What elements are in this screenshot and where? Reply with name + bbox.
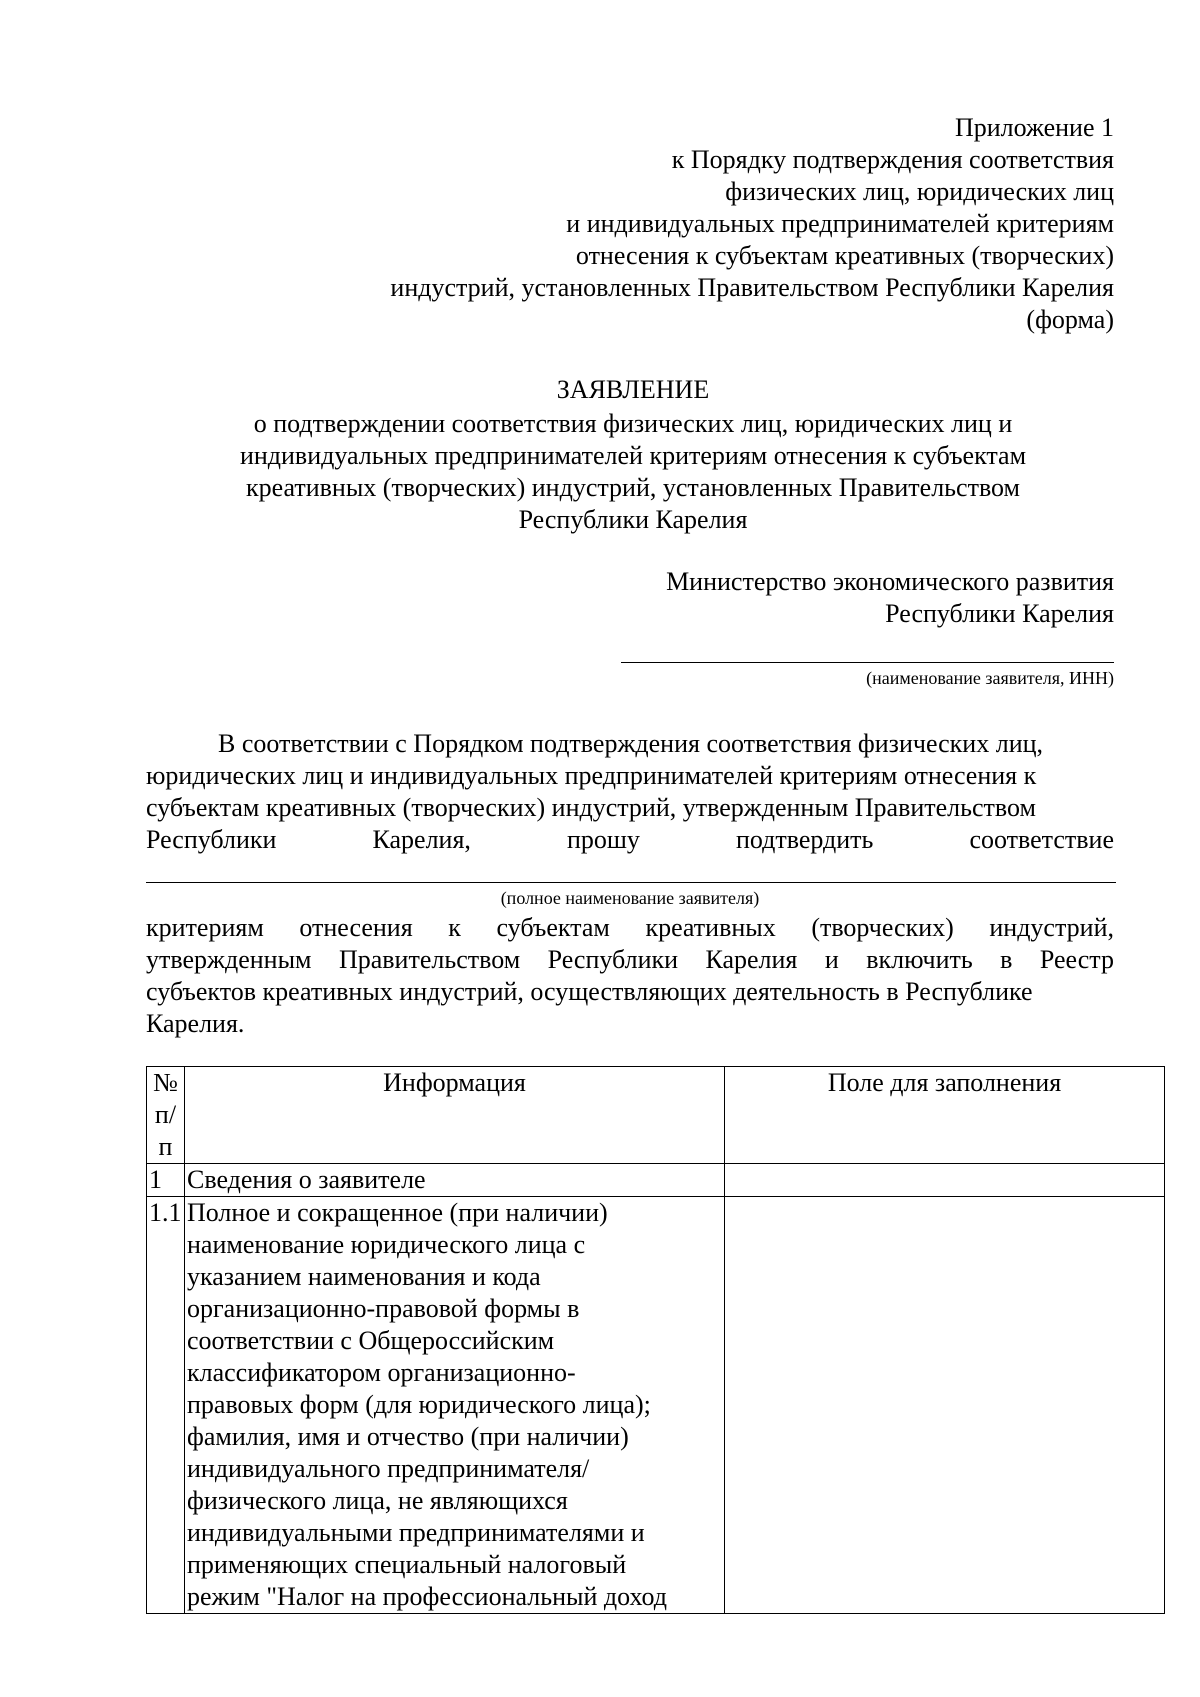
info-line: режим "Налог на профессиональный доход — [187, 1582, 667, 1611]
word: утвержденным — [146, 945, 312, 974]
appendix-line: физических лиц, юридических лиц — [725, 177, 1114, 206]
row-input-field[interactable] — [725, 1197, 1165, 1614]
subtitle-line: о подтверждении соответствия физических лиц, юридических лиц и — [253, 409, 1013, 438]
paragraph-line-justified — [146, 944, 1114, 976]
word: подтвердить — [735, 825, 874, 854]
info-line: указанием наименования и кода — [187, 1262, 541, 1291]
subtitle-line: индивидуальных предпринимателей критериям отнесения к субъектам — [239, 441, 1027, 470]
appendix-line: отнесения к субъектам креативных (творческих) — [575, 241, 1114, 270]
applicant-blank-line[interactable] — [621, 662, 1114, 663]
appendix-line: и индивидуальных предпринимателей критериям — [566, 209, 1114, 238]
document-title: ЗАЯВЛЕНИЕ — [556, 375, 710, 404]
row-input-field[interactable] — [725, 1164, 1165, 1197]
table-header-row — [147, 1067, 1165, 1164]
addressee-line: Министерство экономического развития — [666, 567, 1114, 596]
applicant-caption: (наименование заявителя, ИНН) — [866, 668, 1114, 688]
header-number-line: № — [153, 1068, 178, 1097]
applicant-fullname-caption: (полное наименование заявителя) — [500, 888, 760, 908]
document-subtitle — [138, 408, 1128, 536]
info-line: Сведения о заявителе — [187, 1165, 426, 1194]
appendix-line: Приложение 1 — [954, 113, 1114, 142]
paragraph-line-justified — [146, 912, 1114, 944]
appendix-line: индустрий, установленных Правительством Республики Карелия — [390, 273, 1114, 302]
paragraph-line: субъектов креативных индустрий, осуществляющих деятельность в Республике — [146, 977, 1033, 1006]
info-line: классификатором организационно- — [187, 1358, 576, 1387]
row-number: 1.1 — [147, 1197, 185, 1614]
word: в — [1000, 945, 1013, 974]
word: отнесения — [299, 913, 413, 942]
word: субъектам — [496, 913, 610, 942]
word: креативных — [645, 913, 776, 942]
word: и — [824, 945, 839, 974]
info-line: правовых форм (для юридического лица); — [187, 1390, 651, 1419]
word: включить — [866, 945, 973, 974]
word: Карелия — [705, 945, 798, 974]
criteria-paragraph — [146, 912, 1114, 1040]
info-line: соответствии с Общероссийским — [187, 1326, 555, 1355]
info-line: физического лица, не являющихся — [187, 1486, 568, 1515]
info-line: наименование юридического лица с — [187, 1230, 586, 1259]
word: соответствие — [969, 825, 1114, 854]
word: Правительством — [338, 945, 521, 974]
header-field: Поле для заполнения — [725, 1067, 1165, 1164]
word: Республики — [547, 945, 679, 974]
table-row — [147, 1197, 1165, 1614]
word: Карелия, — [372, 825, 471, 854]
word: к — [448, 913, 461, 942]
info-line: Полное и сокращенное (при наличии) — [187, 1198, 608, 1227]
addressee-line: Республики Карелия — [885, 599, 1114, 628]
info-line: индивидуальными предпринимателями и — [187, 1518, 645, 1547]
row-info — [185, 1164, 725, 1197]
word: индустрий, — [989, 913, 1114, 942]
paragraph-line: Карелия. — [146, 1009, 245, 1038]
word: Реестр — [1039, 945, 1114, 974]
addressee-block — [666, 566, 1114, 630]
request-paragraph — [146, 728, 1114, 856]
info-line: организационно-правовой формы в — [187, 1294, 580, 1323]
word: Республики — [146, 825, 277, 854]
word: критериям — [146, 913, 264, 942]
paragraph-line: В соответствии с Порядком подтверждения соответствия физических лиц, — [218, 729, 1044, 758]
info-line: фамилия, имя и отчество (при наличии) — [187, 1422, 629, 1451]
paragraph-line: субъектам креативных (творческих) индустрий, утвержденным Правительством — [146, 793, 1036, 822]
word: (творческих) — [811, 913, 954, 942]
paragraph-line: юридических лиц и индивидуальных предпринимателей критериям отнесения к — [146, 761, 1037, 790]
applicant-fullname-blank-line[interactable] — [146, 882, 1116, 883]
word: прошу — [566, 825, 640, 854]
appendix-header — [390, 112, 1114, 336]
appendix-line: (форма) — [1026, 305, 1114, 334]
subtitle-line: Республики Карелия — [518, 505, 748, 534]
paragraph-line-justified — [146, 824, 1114, 856]
applicant-info-table — [146, 1066, 1165, 1614]
header-number-line: п/п — [154, 1100, 177, 1161]
table-row — [147, 1164, 1165, 1197]
header-number — [147, 1067, 185, 1164]
appendix-line: к Порядку подтверждения соответствия — [671, 145, 1114, 174]
row-number: 1 — [147, 1164, 185, 1197]
info-line: индивидуального предпринимателя/ — [187, 1454, 590, 1483]
header-info: Информация — [185, 1067, 725, 1164]
row-info — [185, 1197, 725, 1614]
subtitle-line: креативных (творческих) индустрий, установленных Правительством — [246, 473, 1020, 502]
info-line: применяющих специальный налоговый — [187, 1550, 627, 1579]
